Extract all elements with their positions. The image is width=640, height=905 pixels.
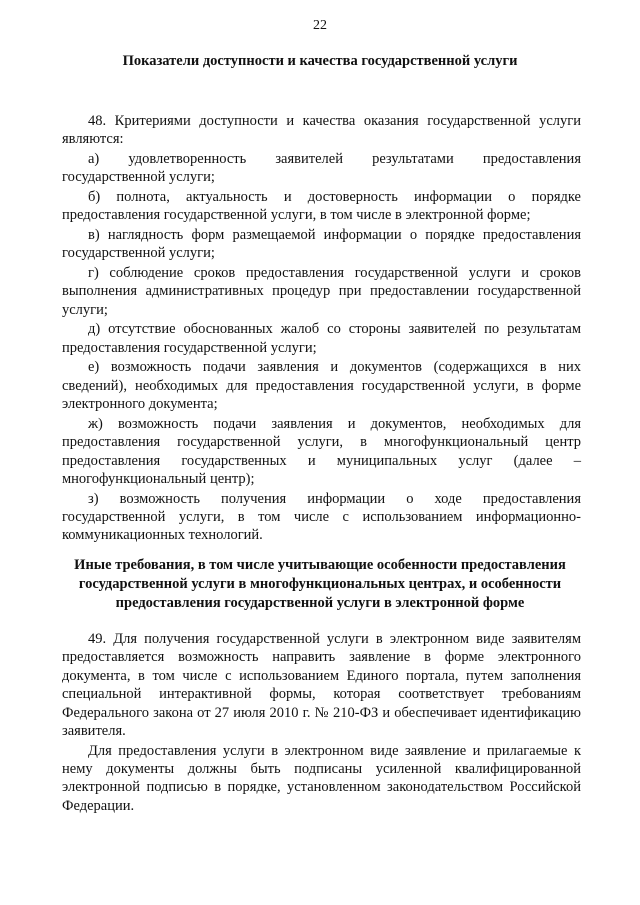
- section-title-accessibility: Показатели доступности и качества государственной услуги: [122, 53, 518, 69]
- criterion-e: е) возможность подачи заявления и документов (содержащихся в них сведений), необходимых для предоставления государственной услуги, в форме электронного документа;: [62, 359, 581, 413]
- criterion-d: д) отсутствие обоснованных жалоб со стороны заявителей по результатам предоставления государственной услуги;: [62, 321, 581, 356]
- paragraph-49: 49. Для получения государственной услуги в электронном виде заявителям предоставляется возможность направить заявление в форме электронного документа, в том числе с использованием Единого портала, путем заполнения специальной интерактивной формы, которая соответствует требованиям Федерального закона от 27 июля 2010 г. № 210-ФЗ и обеспечивает идентификацию заявителя.: [62, 631, 581, 740]
- section-other-requirements-body: [62, 630, 581, 816]
- criterion-a: а) удовлетворенность заявителей результатами предоставления государственной услуги;: [62, 151, 581, 186]
- paragraph-49-signature: Для предоставления услуги в электронном виде заявление и прилагаемые к нему документы должны быть подписаны усиленной квалифицированной электронной подписью в порядке, установленном законодательством Российской Федерации.: [62, 742, 581, 814]
- paragraph-48: 48. Критериями доступности и качества оказания государственной услуги являются:: [62, 113, 581, 148]
- page-number: 22: [313, 18, 327, 33]
- section-title-other-requirements: Иные требования, в том числе учитывающие особенности предоставления государственной услуги в многофункциональных центрах, и особенности предоставления государственной услуги в электронной форме: [74, 557, 566, 611]
- criterion-zh: ж) возможность подачи заявления и документов, необходимых для предоставления государственной услуги, в многофункциональный центр предоставления государственных и муниципальных услуг (далее – многофункциональный центр);: [62, 415, 581, 488]
- criterion-g: г) соблюдение сроков предоставления государственной услуги и сроков выполнения административных процедур при предоставлении государственной услуги;: [62, 265, 581, 318]
- section-accessibility-body: [62, 112, 581, 546]
- criterion-z: з) возможность получения информации о ходе предоставления государственной услуги, в том числе с использованием информационно-коммуникационных технологий.: [62, 490, 581, 544]
- criterion-b: б) полнота, актуальность и достоверность информации о порядке предоставления государственной услуги, в том числе в электронной форме;: [62, 189, 581, 224]
- criterion-v: в) наглядность форм размещаемой информации о порядке предоставления государственной услуги;: [62, 227, 581, 262]
